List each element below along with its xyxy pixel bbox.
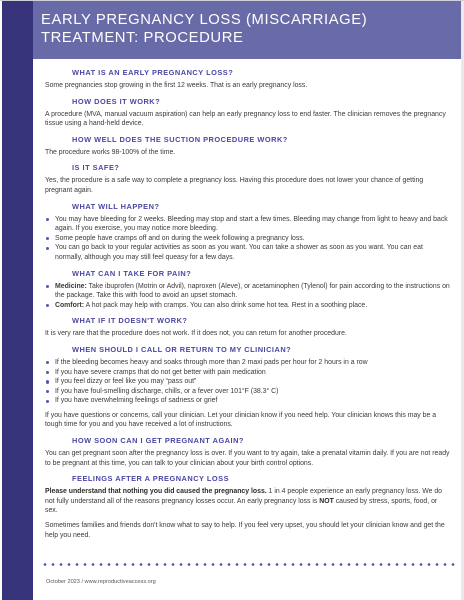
list-item: You may have bleeding for 2 weeks. Bleeding may stop and start a few times. Bleeding may change from light to heavy and back again. If you exercise, you may notice more bleeding. [45,215,450,234]
list-item: If you feel dizzy or feel like you may “pass out” [45,377,450,387]
list-item: If the bleeding becomes heavy and soaks through more than 2 maxi pads per hour for 2 hours in a row [45,358,450,368]
list-item: If you have foul-smelling discharge, chills, or a fever over 101°F (38.3° C) [45,387,450,397]
title-banner [33,1,461,59]
text-when-call: If you have questions or concerns, call your clinician. Let your clinician know if you need help. Your clinician knows this may be a tough time for you and you have received a lot of instructions. [45,411,437,429]
list-item [45,301,450,311]
document-body [45,61,450,540]
heading-is-safe: IS IT SAFE? [72,163,120,173]
text-feelings [45,487,450,516]
text-not-work: It is very rare that the procedure does not work. If it does not, you can return for another procedure. [45,330,347,338]
heading-not-work: WHAT IF IT DOESN'T WORK? [72,316,188,326]
heading-pain: WHAT CAN I TAKE FOR PAIN? [72,268,192,278]
list-when-call [45,358,450,406]
heading-when-call: WHEN SHOULD I CALL OR RETURN TO MY CLINICIAN? [72,344,292,354]
list-pain [45,282,450,311]
pain-item-text: Take ibuprofen (Motrin or Advil), naproxen (Aleve), or acetaminophen (Tylenol) for pain according to the instructions on the package. Take this with food to avoid an upset stomach. [55,282,450,300]
left-sidebar-stripe [0,1,33,600]
footer-text: October 2023 / www.reproductiveaccess.org [46,579,156,585]
text-is-safe: Yes, the procedure is a safe way to complete a pregnancy loss. Having this procedure does not lower your chance of getting pregnant again. [45,177,424,194]
list-what-happen [45,215,450,263]
pain-item-text: A hot pack may help with cramps. You can also drink some hot tea. Rest in a soothing place. [84,301,368,309]
heading-how-soon: HOW SOON CAN I GET PREGNANT AGAIN? [72,436,244,446]
feelings-bold-lead: Please understand that nothing you did caused the pregnancy loss. [45,488,267,496]
heading-what-happen: WHAT WILL HAPPEN? [72,201,160,211]
left-sidebar-stripe-fill [2,1,33,600]
list-item [45,282,450,301]
text-feelings-2: Sometimes families and friends don't know what to say to help. If you feel very upset, you should let your clinician know and get the help you need. [45,522,445,539]
list-item: If you have severe cramps that do not get better with pain medication [45,368,450,378]
list-item: You can go back to your regular activities as soon as you want. You can take a shower as soon as you want. You can eat normally, although you may still feel queasy for a few days. [45,243,450,262]
pain-item-label: Comfort: [55,301,85,309]
feelings-text-b: caused by stress, sports, food, or sex. [45,497,438,515]
text-how-well: The procedure works 98-100% of the time. [45,148,176,156]
dotted-divider [41,563,457,566]
page-title: EARLY PREGNANCY LOSS (MISCARRIAGE) TREATMENT: PROCEDURE [41,12,368,46]
text-how-soon: You can get pregnant soon after the pregnancy loss is over. If you want to try again, take a prenatal vitamin daily. If you are not ready to be pregnant at this time, you can talk to your clinician about your birth control options. [45,450,450,467]
text-how-works: A procedure (MVA, manual vacuum aspiration) can help an early pregnancy loss to end faster. The clinician removes the pregnancy tissue using a hand-held device. [45,110,446,128]
heading-feelings: FEELINGS AFTER A PREGNANCY LOSS [72,474,230,484]
heading-what-is: WHAT IS AN EARLY PREGNANCY LOSS? [72,68,234,77]
list-item: If you have overwhelming feelings of sadness or grief [45,396,450,406]
pain-item-label: Medicine: [55,282,87,290]
heading-how-well: HOW WELL DOES THE SUCTION PROCEDURE WORK? [72,134,288,144]
text-what-is: Some pregnancies stop growing in the first 12 weeks. That is an early pregnancy loss. [45,82,308,89]
feelings-text-a: 1 in 4 people experience an early pregnancy loss. We do not fully understand all of the reasons pregnancy losses occur. An early pregnancy loss is [45,488,443,505]
feelings-bold-not: NOT [319,497,334,505]
heading-how-works: HOW DOES IT WORK? [72,96,161,106]
list-item: Some people have cramps off and on during the week following a pregnancy loss. [45,234,450,244]
